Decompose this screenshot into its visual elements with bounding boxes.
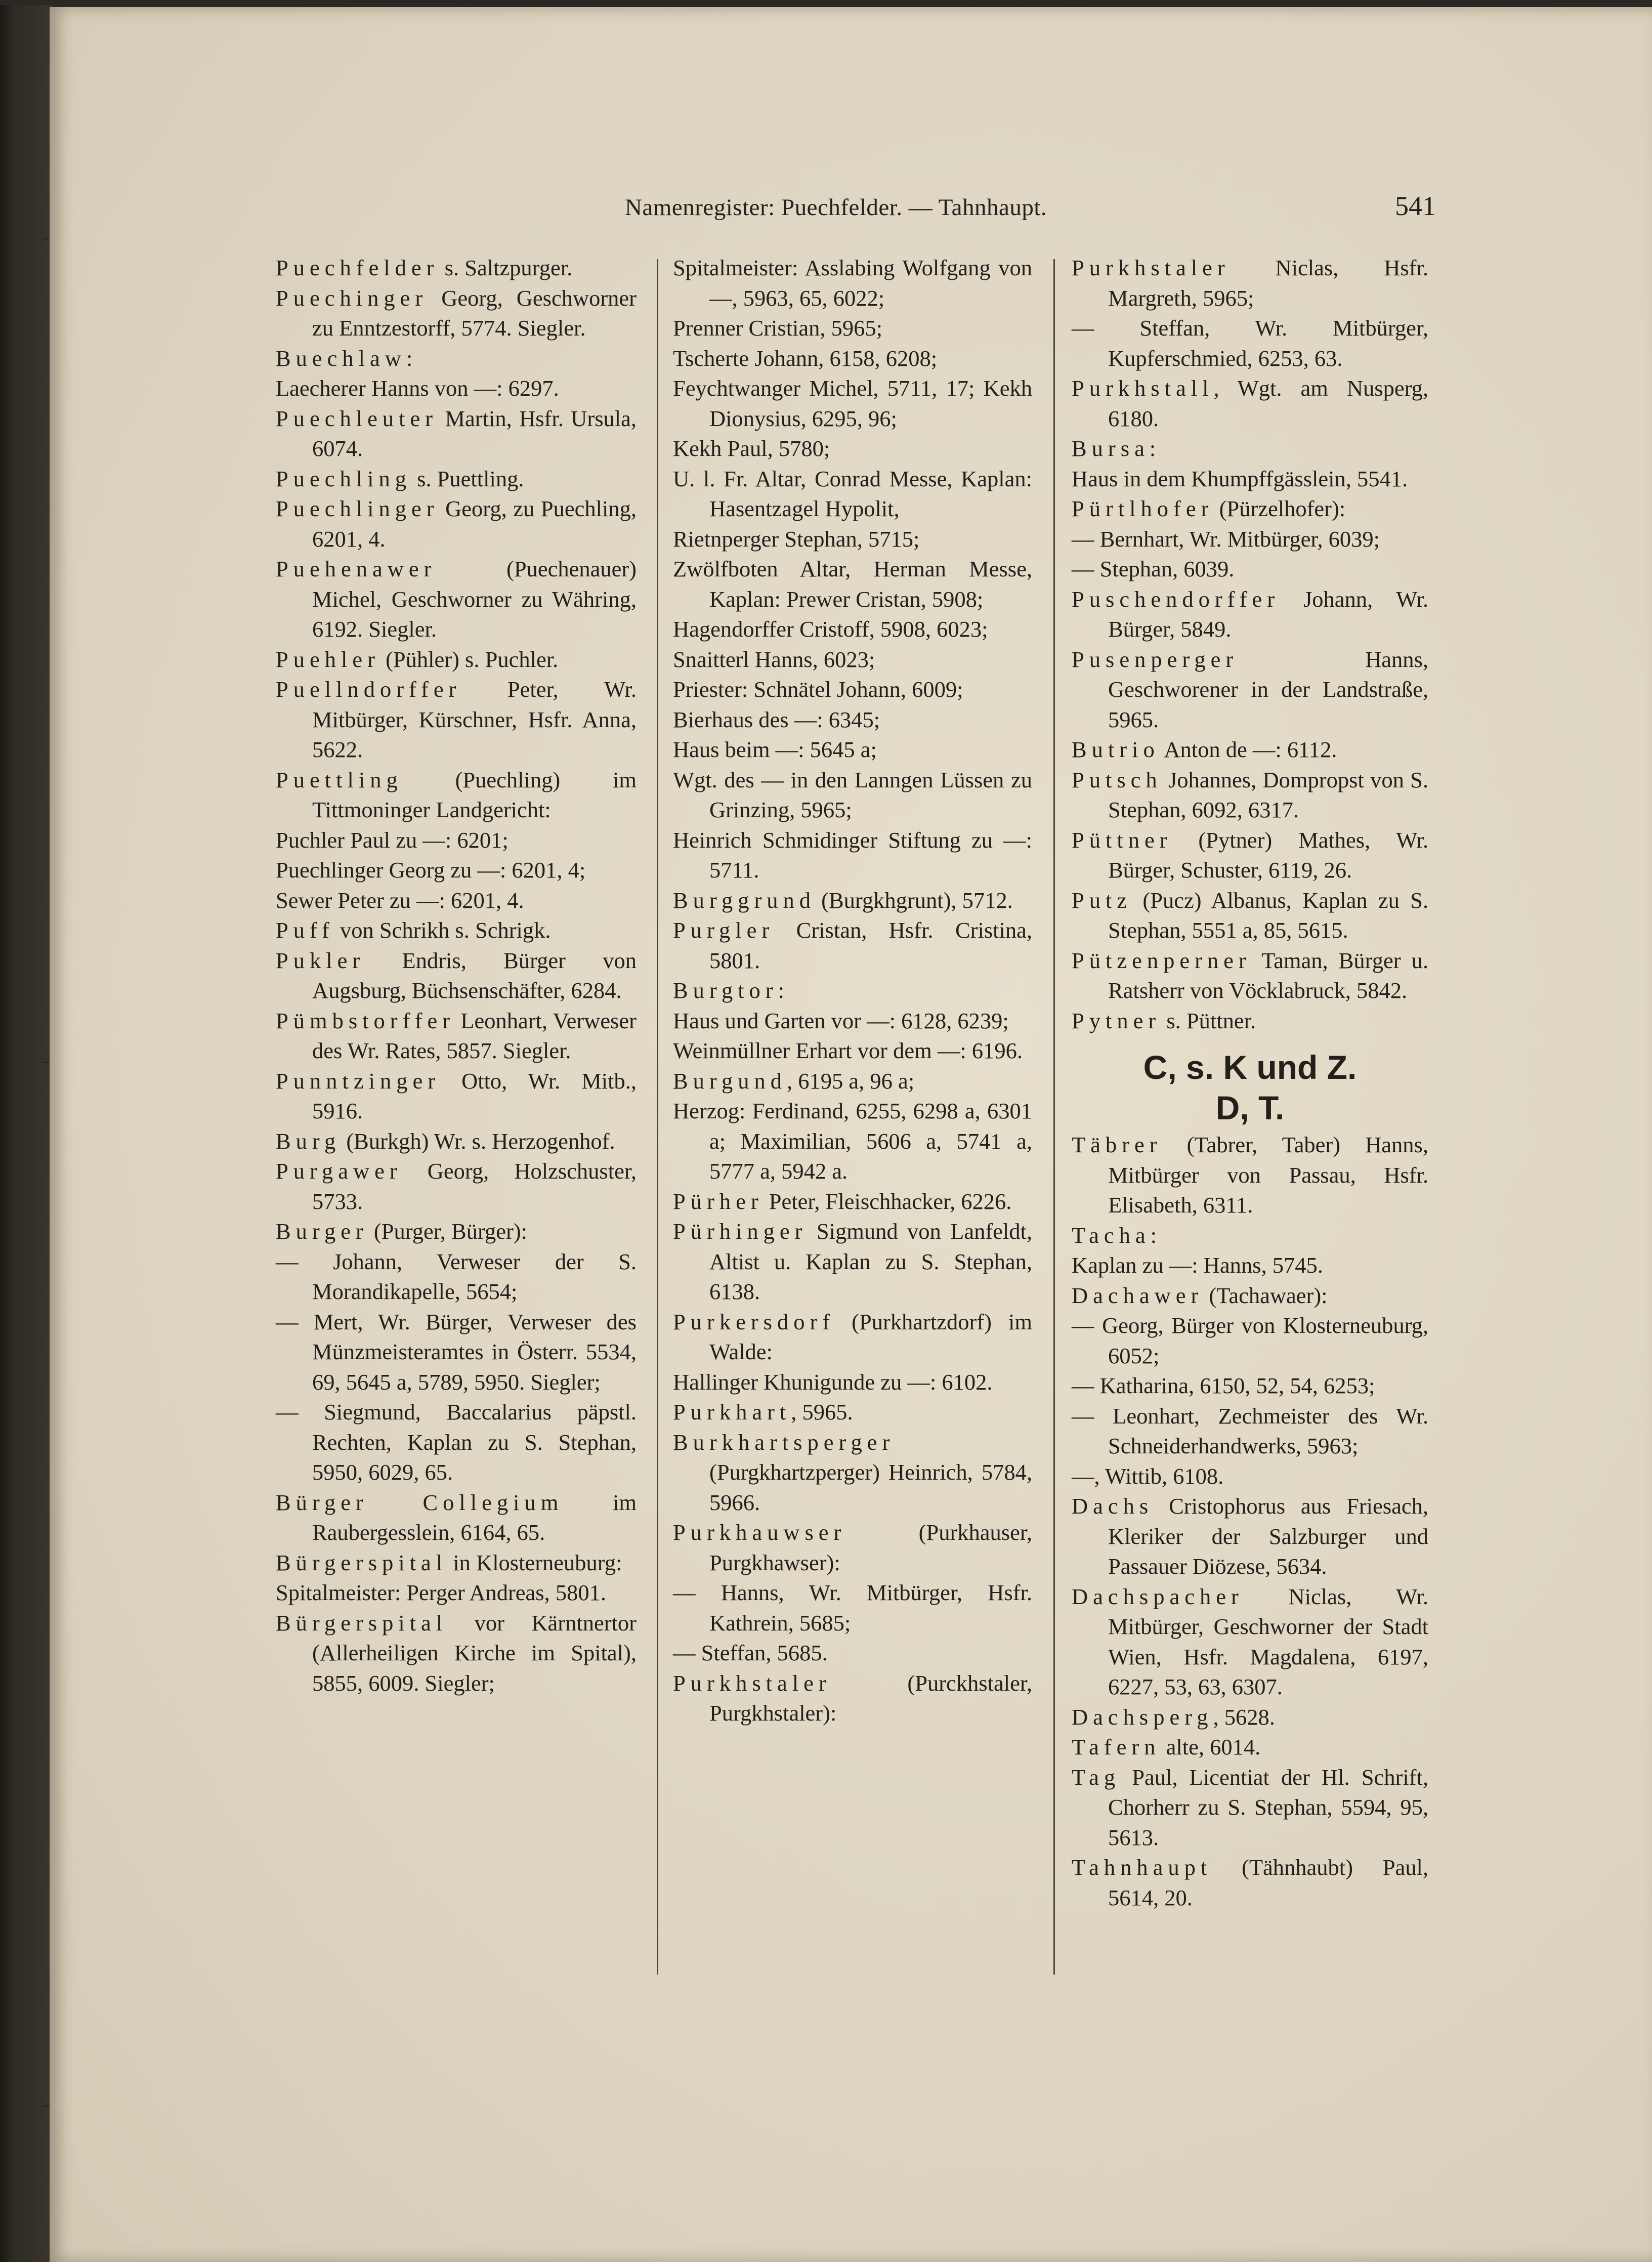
entry-text: Sigmund von Lanfeldt, Altist u. Kaplan zu S. Stephan, 6138. bbox=[709, 1219, 1032, 1304]
entry-headword: Punntzinger bbox=[276, 1068, 441, 1094]
entry-text: Otto, Wr. Mitb., 5916. bbox=[312, 1068, 637, 1123]
entry-text: Peter, Fleischhacker, 6226. bbox=[763, 1188, 1012, 1214]
index-entry bbox=[1072, 1702, 1428, 1733]
index-entry bbox=[1072, 464, 1428, 494]
index-entry bbox=[1072, 1371, 1428, 1401]
index-entry bbox=[1072, 645, 1428, 735]
index-entry bbox=[276, 464, 637, 494]
entry-text: Haus in dem Khumpffgässlein, 5541. bbox=[1072, 466, 1408, 491]
entry-text: — Hanns, Wr. Mitbürger, Hsfr. Kathrein, 5685; bbox=[673, 1580, 1032, 1636]
index-entry bbox=[276, 765, 637, 825]
entry-headword: Pützenperner bbox=[1072, 947, 1251, 973]
index-entry bbox=[276, 1156, 637, 1217]
index-entry bbox=[673, 1668, 1032, 1729]
entry-text: Kaplan zu —: Hanns, 5745. bbox=[1072, 1252, 1323, 1278]
entry-headword: Püttner bbox=[1072, 827, 1172, 853]
index-entry bbox=[673, 1096, 1032, 1187]
entry-text: Cristan, Hsfr. Cristina, 5801. bbox=[709, 917, 1032, 973]
entry-headword: Puellndorffer bbox=[276, 677, 461, 702]
entry-headword: Burg bbox=[276, 1128, 341, 1154]
entry-text: Sewer Peter zu —: 6201, 4. bbox=[276, 887, 524, 913]
index-entry bbox=[673, 825, 1032, 886]
entry-headword: Pümbstorffer bbox=[276, 1008, 455, 1033]
index-entry bbox=[1072, 1491, 1428, 1582]
entry-headword: Pürher bbox=[673, 1188, 764, 1214]
entry-text: (Pucz) Albanus, Kaplan zu S. Stephan, 5551 a, 85, 5615. bbox=[1108, 887, 1428, 943]
entry-text: Heinrich Schmidinger Stiftung zu —: 5711. bbox=[673, 827, 1032, 883]
entry-headword: Purkhstaler bbox=[1072, 255, 1230, 280]
entry-text: — Leonhart, Zechmeister des Wr. Schneiderhandwerks, 5963; bbox=[1072, 1403, 1428, 1458]
entry-text: U. l. Fr. Altar, Conrad Messe, Kaplan: Hasentzagel Hypolit, bbox=[673, 466, 1032, 521]
index-entry bbox=[276, 283, 637, 344]
index-entry bbox=[276, 1488, 637, 1548]
entry-headword: Puechfelder bbox=[276, 255, 439, 280]
index-entry bbox=[276, 1397, 637, 1488]
entry-text: Johannes, Dompropst von S. Stephan, 6092, 6317. bbox=[1108, 767, 1428, 822]
entry-headword: Pusenperger bbox=[1072, 646, 1239, 672]
index-entry bbox=[673, 1518, 1032, 1578]
index-entry bbox=[673, 373, 1032, 434]
entry-text: Niclas, Wr. Mitbürger, Geschworner der Stadt Wien, Hsfr. Magdalena, 6197, 6227, 53, 63, 6307. bbox=[1108, 1583, 1428, 1699]
index-entry bbox=[276, 1307, 637, 1398]
index-entry bbox=[673, 554, 1032, 614]
entry-headword: Dachsperg bbox=[1072, 1704, 1213, 1730]
entry-text: Hallinger Khunigunde zu —: 6102. bbox=[673, 1369, 993, 1395]
index-entry bbox=[673, 765, 1032, 825]
entry-text: , 6195 a, 96 a; bbox=[786, 1068, 915, 1094]
index-entry bbox=[1072, 554, 1428, 584]
entry-text: Haus und Garten vor —: 6128, 6239; bbox=[673, 1008, 1009, 1033]
index-entry bbox=[1072, 313, 1428, 373]
index-entry bbox=[673, 976, 1032, 1006]
index-entry bbox=[276, 373, 637, 404]
entry-text: Spitalmeister: Asslabing Wolfgang von —, 5963, 65, 6022; bbox=[673, 255, 1032, 311]
entry-text: (Tabrer, Taber) Hanns, Mitbürger von Passau, Hsfr. Elisabeth, 6311. bbox=[1108, 1132, 1428, 1218]
index-entry bbox=[276, 946, 637, 1006]
entry-text: Georg, zu Puechling, 6201, 4. bbox=[312, 496, 637, 552]
index-entry bbox=[673, 1397, 1032, 1428]
index-entry bbox=[276, 253, 637, 283]
index-entry bbox=[1072, 886, 1428, 946]
entry-text: Cristophorus aus Friesach, Kleriker der Salzburger und Passauer Diözese, 5634. bbox=[1108, 1493, 1428, 1579]
index-entry bbox=[276, 554, 637, 645]
index-entry bbox=[1072, 1311, 1428, 1371]
index-entry bbox=[276, 1066, 637, 1126]
entry-text: — Steffan, 5685. bbox=[673, 1640, 828, 1665]
index-entry bbox=[276, 1126, 637, 1157]
entry-text: Kekh Paul, 5780; bbox=[673, 436, 830, 461]
index-entry bbox=[673, 1307, 1032, 1367]
entry-text: Priester: Schnätel Johann, 6009; bbox=[673, 677, 963, 702]
entry-text: (Pühler) s. Puchler. bbox=[379, 646, 559, 672]
entry-text: — Georg, Bürger von Klosterneuburg, 6052; bbox=[1072, 1313, 1428, 1368]
index-entry bbox=[1072, 1763, 1428, 1853]
index-entry bbox=[1072, 825, 1428, 886]
index-entry bbox=[276, 915, 637, 946]
index-entry bbox=[673, 253, 1032, 313]
entry-text: (Purckhstaler, Purgkhstaler): bbox=[709, 1670, 1032, 1726]
column-rule bbox=[657, 259, 658, 1975]
entry-headword: Purgawer bbox=[276, 1158, 402, 1184]
index-entry bbox=[673, 1036, 1032, 1066]
index-column-1 bbox=[276, 253, 637, 1698]
entry-text: —, Wittib, 6108. bbox=[1072, 1463, 1224, 1489]
entry-headword: Puschendorffer bbox=[1072, 586, 1280, 612]
entry-headword: Bürgerspital bbox=[276, 1610, 448, 1636]
entry-text: Hanns, Geschworener in der Landstraße, 5965. bbox=[1108, 646, 1428, 732]
index-column-3 bbox=[1072, 253, 1428, 1913]
entry-headword: Putz bbox=[1072, 887, 1132, 913]
entry-headword: Bürger Collegium bbox=[276, 1489, 564, 1515]
index-entry bbox=[276, 1548, 637, 1578]
entry-text: — Johann, Verweser der S. Morandikapelle, 5654; bbox=[276, 1248, 637, 1304]
entry-text: Martin, Hsfr. Ursula, 6074. bbox=[312, 405, 637, 461]
entry-text: alte, 6014. bbox=[1160, 1734, 1261, 1760]
entry-headword: Purkhstaler bbox=[673, 1670, 831, 1696]
entry-text: Taman, Bürger u. Ratsherr von Vöcklabruck, 5842. bbox=[1108, 947, 1428, 1003]
entry-headword: Purkhauwser bbox=[673, 1520, 846, 1545]
entry-text: Georg, Holzschuster, 5733. bbox=[312, 1158, 637, 1214]
entry-text: Herzog: Ferdinand, 6255, 6298 a, 6301 a; Maximilian, 5606 a, 5741 a, 5777 a, 5942 a. bbox=[673, 1098, 1032, 1184]
entry-text: : bbox=[778, 978, 785, 1003]
entry-headword: Burgtor bbox=[673, 978, 778, 1003]
entry-headword: Pytner bbox=[1072, 1008, 1161, 1033]
entry-text: Puchler Paul zu —: 6201; bbox=[276, 827, 509, 853]
entry-headword: Bursa bbox=[1072, 436, 1150, 461]
entry-text: (Pürzelhofer): bbox=[1213, 496, 1346, 521]
entry-text: (Puechling) im Tittmoninger Landgericht: bbox=[312, 767, 637, 822]
index-entry bbox=[673, 344, 1032, 374]
entry-headword: Pürtlhofer bbox=[1072, 496, 1214, 521]
entry-headword: Puettling bbox=[276, 767, 403, 792]
entry-text: — Stephan, 6039. bbox=[1072, 556, 1235, 581]
index-entry bbox=[673, 524, 1032, 555]
entry-text: Tscherte Johann, 6158, 6208; bbox=[673, 345, 938, 371]
entry-text: s. Puettling. bbox=[411, 466, 524, 491]
entry-text: Rietnperger Stephan, 5715; bbox=[673, 526, 920, 552]
index-entry bbox=[1072, 584, 1428, 645]
entry-text: Johann, Wr. Bürger, 5849. bbox=[1108, 586, 1428, 642]
entry-text: Puechlinger Georg zu —: 6201, 4; bbox=[276, 857, 586, 883]
index-entry bbox=[1072, 1006, 1428, 1036]
entry-text: (Pytner) Mathes, Wr. Bürger, Schuster, 6119, 26. bbox=[1108, 827, 1428, 883]
page-number: 541 bbox=[1395, 191, 1436, 221]
index-entry bbox=[1072, 524, 1428, 555]
index-entry bbox=[1072, 373, 1428, 434]
index-entry bbox=[1072, 1401, 1428, 1461]
entry-headword: Butrio bbox=[1072, 737, 1160, 762]
index-entry bbox=[673, 1006, 1032, 1036]
index-entry bbox=[1072, 1461, 1428, 1492]
entry-headword: Pukler bbox=[276, 947, 365, 973]
index-entry bbox=[1072, 1281, 1428, 1311]
entry-text: Anton de —: 6112. bbox=[1159, 737, 1337, 762]
entry-text: (Burkgh) Wr. s. Herzogenhof. bbox=[341, 1128, 615, 1154]
entry-text: vor Kärntnertor (Allerheiligen Kirche im Spital), 5855, 6009. Siegler; bbox=[312, 1610, 637, 1696]
entry-text: — Mert, Wr. Bürger, Verweser des Münzmeisteramtes in Österr. 5534, 69, 5645 a, 5789, 5950. Siegler; bbox=[276, 1309, 637, 1395]
entry-headword: Puechling bbox=[276, 466, 411, 491]
entry-text: Peter, Wr. Mitbürger, Kürschner, Hsfr. Anna, 5622. bbox=[312, 677, 637, 762]
entry-headword: Puechleuter bbox=[276, 405, 438, 431]
index-entry bbox=[276, 1217, 637, 1247]
index-entry bbox=[276, 855, 637, 886]
entry-text: Hagendorffer Cristoff, 5908, 6023; bbox=[673, 616, 988, 642]
entry-text: Wgt. des — in den Lanngen Lüssen zu Grinzing, 5965; bbox=[673, 767, 1032, 822]
entry-headword: Purkhstall bbox=[1072, 375, 1214, 401]
entry-headword: Purkhart bbox=[673, 1399, 791, 1425]
index-entry bbox=[673, 705, 1032, 735]
entry-headword: Puff bbox=[276, 917, 334, 943]
entry-text: s. Püttner. bbox=[1161, 1008, 1256, 1033]
index-entry bbox=[673, 1638, 1032, 1668]
entry-text: s. Saltzpurger. bbox=[439, 255, 573, 280]
entry-text: Spitalmeister: Perger Andreas, 5801. bbox=[276, 1580, 606, 1605]
index-entry bbox=[1072, 1853, 1428, 1913]
entry-text: Endris, Bürger von Augsburg, Büchsenschäfter, 6284. bbox=[312, 947, 637, 1003]
index-entry bbox=[276, 645, 637, 675]
index-entry bbox=[1072, 765, 1428, 825]
entry-text: (Purger, Bürger): bbox=[368, 1219, 527, 1244]
entry-text: , 5628. bbox=[1213, 1704, 1275, 1730]
entry-headword: Tag bbox=[1072, 1764, 1121, 1790]
entry-text: Weinmüllner Erhart vor dem —: 6196. bbox=[673, 1038, 1023, 1063]
entry-headword: Buechlaw bbox=[276, 345, 406, 371]
entry-text: im Raubergesslein, 6164, 65. bbox=[312, 1489, 637, 1545]
entry-text: (Tachawaer): bbox=[1203, 1282, 1328, 1308]
index-entry bbox=[673, 886, 1032, 916]
entry-headword: Puehler bbox=[276, 646, 380, 672]
index-entry bbox=[673, 464, 1032, 524]
index-entry bbox=[1072, 1221, 1428, 1251]
entry-headword: Burkhartsperger bbox=[673, 1429, 895, 1455]
entry-text: Prenner Cristian, 5965; bbox=[673, 315, 883, 341]
entry-text: Feychtwanger Michel, 5711, 17; Kekh Dionysius, 6295, 96; bbox=[673, 375, 1032, 431]
entry-headword: Burggrund bbox=[673, 887, 816, 913]
entry-text: Georg, Geschworner zu Enntzestorff, 5774. Siegler. bbox=[312, 285, 637, 341]
index-entry bbox=[1072, 494, 1428, 524]
entry-text: von Schrikh s. Schrigk. bbox=[334, 917, 551, 943]
index-entry bbox=[673, 313, 1032, 344]
index-entry bbox=[673, 1428, 1032, 1518]
index-entry bbox=[673, 675, 1032, 705]
index-entry bbox=[1072, 253, 1428, 313]
index-entry bbox=[673, 434, 1032, 464]
entry-headword: Dachawer bbox=[1072, 1282, 1204, 1308]
index-entry bbox=[673, 1578, 1032, 1638]
index-entry bbox=[1072, 434, 1428, 464]
section-heading: D, T. bbox=[1215, 1089, 1285, 1126]
index-entry bbox=[673, 1066, 1032, 1097]
entry-text: — Siegmund, Baccalarius päpstl. Rechten, Kaplan zu S. Stephan, 5950, 6029, 65. bbox=[276, 1399, 637, 1485]
entry-text: (Tähnhaubt) Paul, 5614, 20. bbox=[1108, 1855, 1428, 1910]
index-entry bbox=[276, 825, 637, 856]
entry-text: (Burgkhgrunt), 5712. bbox=[816, 887, 1013, 913]
entry-text: Bierhaus des —: 6345; bbox=[673, 706, 880, 732]
entry-headword: Pürhinger bbox=[673, 1219, 808, 1244]
entry-text: (Puechenauer) Michel, Geschworner zu Währing, 6192. Siegler. bbox=[312, 556, 637, 642]
entry-text: Laecherer Hanns von —: 6297. bbox=[276, 375, 559, 401]
entry-text: (Purkhartzdorf) im Walde: bbox=[709, 1309, 1032, 1364]
index-entry bbox=[673, 915, 1032, 976]
entry-headword: Purkersdorf bbox=[673, 1309, 835, 1334]
index-entry bbox=[673, 1217, 1032, 1307]
index-entry bbox=[276, 1608, 637, 1699]
index-entry bbox=[673, 614, 1032, 645]
entry-headword: Dachspacher bbox=[1072, 1583, 1244, 1609]
index-column-2 bbox=[673, 253, 1032, 1729]
entry-text: : bbox=[1149, 436, 1156, 461]
entry-headword: Putsch bbox=[1072, 767, 1162, 792]
entry-text: : bbox=[406, 345, 413, 371]
index-entry bbox=[276, 404, 637, 464]
entry-text: , 5965. bbox=[791, 1399, 853, 1425]
entry-text: — Steffan, Wr. Mitbürger, Kupferschmied, 6253, 63. bbox=[1072, 315, 1428, 371]
index-entry bbox=[276, 675, 637, 765]
entry-text: Haus beim —: 5645 a; bbox=[673, 737, 877, 762]
index-entry bbox=[276, 1578, 637, 1608]
entry-headword: Puehenawer bbox=[276, 556, 437, 581]
entry-text: — Katharina, 6150, 52, 54, 6253; bbox=[1072, 1373, 1375, 1398]
index-entry bbox=[1072, 946, 1428, 1006]
entry-text: Leonhart, Verweser des Wr. Rates, 5857. Siegler. bbox=[312, 1008, 637, 1063]
entry-text: Niclas, Hsfr. Margreth, 5965; bbox=[1108, 255, 1428, 311]
entry-headword: Puechinger bbox=[276, 285, 428, 311]
entry-text: Zwölfboten Altar, Herman Messe, Kaplan: Prewer Cristan, 5908; bbox=[673, 556, 1032, 612]
index-entry bbox=[1072, 1130, 1428, 1221]
entry-headword: Purgler bbox=[673, 917, 775, 943]
index-entry bbox=[673, 645, 1032, 675]
entry-text: , Wgt. am Nusperg, 6180. bbox=[1108, 375, 1428, 431]
index-entry bbox=[673, 735, 1032, 765]
entry-headword: Burgund bbox=[673, 1068, 787, 1094]
entry-headword: Puechlinger bbox=[276, 496, 439, 521]
entry-text: (Purkhauser, Purgkhawser): bbox=[709, 1520, 1032, 1575]
entry-headword: Dachs bbox=[1072, 1493, 1154, 1519]
book-gutter-shadow bbox=[0, 5, 53, 2262]
entry-headword: Burger bbox=[276, 1219, 368, 1244]
entry-text: — Bernhart, Wr. Mitbürger, 6039; bbox=[1072, 526, 1380, 552]
entry-headword: Tahnhaupt bbox=[1072, 1855, 1212, 1880]
entry-headword: Tacha bbox=[1072, 1222, 1151, 1248]
entry-text: (Purgkhartzperger) Heinrich, 5784, 5966. bbox=[709, 1459, 1032, 1515]
index-entry bbox=[276, 1006, 637, 1066]
index-entry bbox=[1072, 1250, 1428, 1281]
index-entry bbox=[276, 886, 637, 916]
entry-text: : bbox=[1150, 1222, 1157, 1248]
index-entry bbox=[276, 1247, 637, 1307]
entry-headword: Täbrer bbox=[1072, 1132, 1162, 1157]
index-entry bbox=[1072, 1582, 1428, 1702]
entry-text: in Klosterneuburg: bbox=[447, 1549, 622, 1575]
running-title: Namenregister: Puechfelder. — Tahnhaupt. bbox=[625, 194, 1047, 221]
entry-text: Snaitterl Hanns, 6023; bbox=[673, 646, 875, 672]
index-entry bbox=[1072, 735, 1428, 765]
index-entry bbox=[673, 1367, 1032, 1398]
index-entry bbox=[1072, 1732, 1428, 1763]
entry-headword: Tafern bbox=[1072, 1734, 1161, 1760]
index-entry bbox=[276, 344, 637, 374]
section-heading: C, s. K und Z. bbox=[1143, 1049, 1357, 1086]
entry-text: Paul, Licentiat der Hl. Schrift, Chorherr zu S. Stephan, 5594, 95, 5613. bbox=[1108, 1764, 1428, 1850]
index-entry bbox=[673, 1187, 1032, 1217]
index-entry bbox=[276, 494, 637, 554]
column-rule bbox=[1053, 259, 1055, 1975]
entry-headword: Bürgerspital bbox=[276, 1549, 448, 1575]
